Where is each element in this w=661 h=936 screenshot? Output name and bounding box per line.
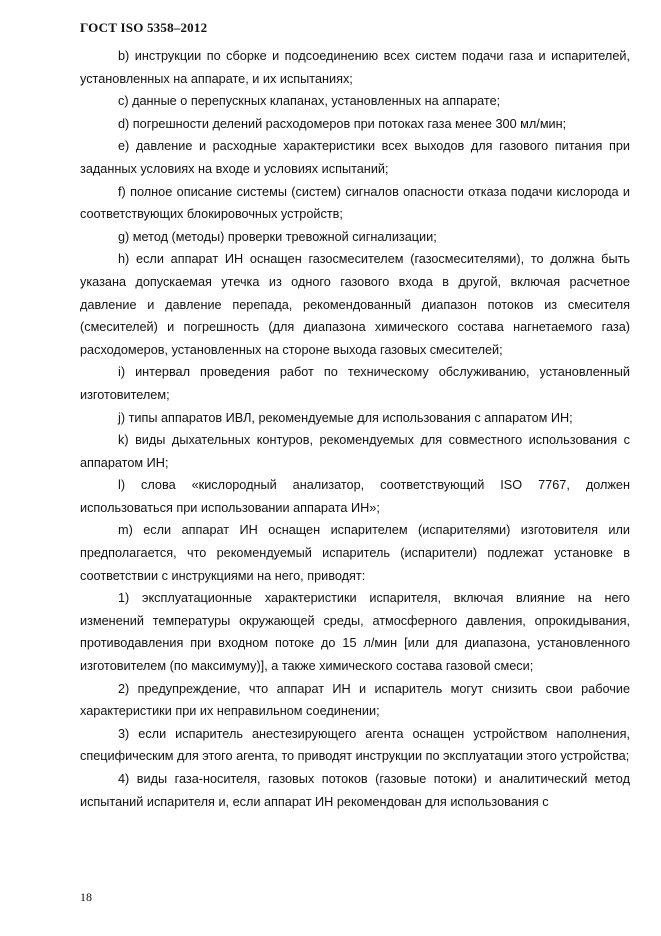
document-header: ГОСТ ISO 5358–2012 xyxy=(80,20,208,35)
paragraph-i: i) интервал проведения работ по техническому обслуживанию, установленный изготовителем; xyxy=(80,365,630,402)
paragraph-j: j) типы аппаратов ИВЛ, рекомендуемые для использования с аппаратом ИН; xyxy=(118,410,573,425)
paragraph-l: l) слова «кислородный анализатор, соответствующий ISO 7767, должен использоваться при использовании аппарата ИН»; xyxy=(80,478,630,515)
paragraph-m: m) если аппарат ИН оснащен испарителем (испарителями) изготовителя или предполагается, что рекомендуемый испаритель (испарители) подлежат установке в соответствии с инструкциями на него, приводят: xyxy=(80,523,630,583)
paragraph-b: b) инструкции по сборке и подсоединению всех систем подачи газа и испарителей, установленных на аппарате, и их испытаниях; xyxy=(80,49,630,86)
paragraph-m-1: 1) эксплуатационные характеристики испарителя, включая влияние на него изменений температуры окружающей среды, атмосферного давления, опрокидывания, противодавления при входном потоке до 15 л/мин [или для диапазона, установленного изготовителем (по максимуму)], а также химического состава газовой смеси; xyxy=(80,591,630,674)
paragraph-f: f) полное описание системы (систем) сигналов опасности отказа подачи кислорода и соответствующих блокировочных устройств; xyxy=(80,184,630,222)
page-number: 18 xyxy=(80,890,92,904)
paragraph-k: k) виды дыхательных контуров, рекомендуемых для совместного использования с аппаратом ИН; xyxy=(80,433,630,470)
paragraph-e: e) давление и расходные характеристики всех выходов для газового питания при заданных условиях на входе и условиях испытаний; xyxy=(80,139,630,176)
paragraph-m-3: 3) если испаритель анестезирующего агента оснащен устройством наполнения, специфическим для этого агента, то приводят инструкции по эксплуатации этого устройства; xyxy=(80,726,630,764)
document-body xyxy=(80,45,630,813)
paragraph-m-2: 2) предупреждение, что аппарат ИН и испаритель могут снизить свои рабочие характеристики при их неправильном соединении; xyxy=(80,681,630,719)
paragraph-m-4: 4) виды газа-носителя, газовых потоков (газовые потоки) и аналитический метод испытаний испарителя и, если аппарат ИН рекомендован для использования с xyxy=(80,772,630,809)
paragraph-g: g) метод (методы) проверки тревожной сигнализации; xyxy=(118,229,437,244)
paragraph-h: h) если аппарат ИН оснащен газосмесителем (газосмесителями), то должна быть указана допускаемая утечка из одного газового входа в другой, включая расчетное давление и давление перепада, рекомендованный диапазон потоков из смесителя (смесителей) и погрешность (для диапазона химического состава нагнетаемого газа) расходомеров, установленных на стороне выхода газовых смесителей; xyxy=(80,252,630,357)
paragraph-c: c) данные о перепускных клапанах, установленных на аппарате; xyxy=(118,94,501,109)
paragraph-d: d) погрешности делений расходомеров при потоках газа менее 300 мл/мин; xyxy=(118,116,567,131)
